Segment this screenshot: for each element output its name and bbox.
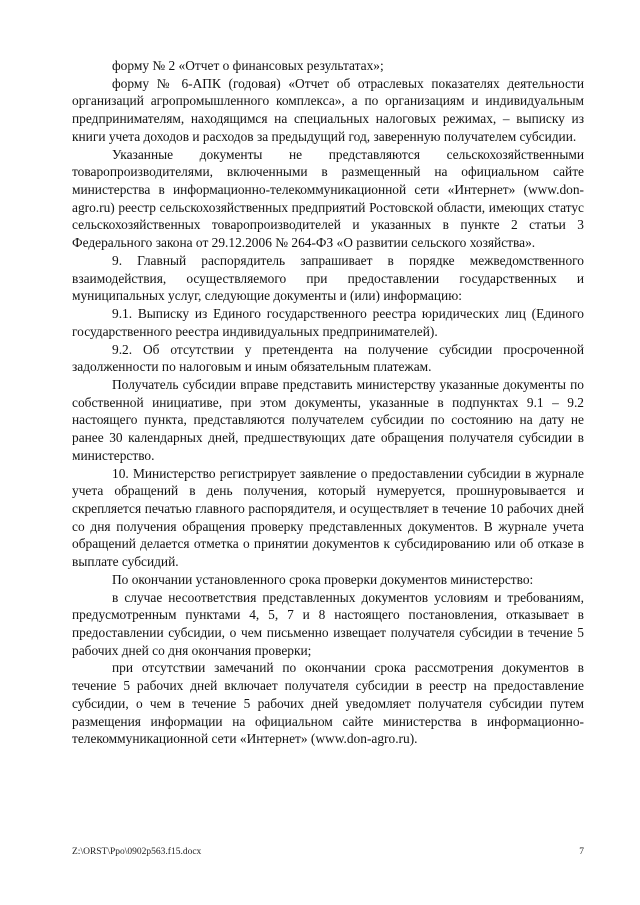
paragraph-own-initiative: Получатель субсидии вправе представить министерству указанные документы по собственной инициативе, при этом документы, указанные в подпунктах 9.1 – 9.2 настоящего пункта, представляются получателем субсидии по состоянию на дату не ранее 30 календарных дней, предшествующих дате обращения получателя субсидии в министерство. <box>72 376 584 463</box>
paragraph-form-2: форму № 2 «Отчет о финансовых результатах»; <box>112 58 384 73</box>
paragraph-inclusion-case: при отсутствии замечаний по окончании срока рассмотрения документов в течение 5 рабочих дней включает получателя субсидии в реестр на предоставление субсидии, о чем в течение 5 рабочих дней уведомляет получателя субсидии путем размещения информации на официальном сайте министерства в информационно-телекоммуникационной сети «Интернет» (www.don-agro.ru). <box>72 660 584 747</box>
paragraph-after-check: По окончании установленного срока проверки документов министерство: <box>112 571 534 587</box>
document-body <box>72 57 584 748</box>
footer-file-path: Z:\ORST\Ppo\0902p563.f15.docx <box>72 847 202 857</box>
paragraph-documents-not-required: Указанные документы не представляются сельскохозяйственными товаропроизводителями, включенными в размещенный на официальном сайте министерства в информационно-телекоммуникационной сети «Интернет» (www.don-agro.ru) реестр сельскохозяйственных предприятий Ростовской области, имеющих статус сельскохозяйственных товаропроизводителей и указанных в пункте 2 статьи 3 Федерального закона от 29.12.2006 № 264-ФЗ «О развитии сельского хозяйства». <box>72 146 584 251</box>
paragraph-item-9: 9. Главный распорядитель запрашивает в порядке межведомственного взаимодействия, осуществляемого при предоставлении государственных и муниципальных услуг, следующие документы и (или) информацию: <box>72 252 584 304</box>
paragraph-item-9-1: 9.1. Выписку из Единого государственного реестра юридических лиц (Единого государственного реестра индивидуальных предпринимателей). <box>72 306 584 339</box>
paragraph-item-10: 10. Министерство регистрирует заявление о предоставлении субсидии в журнале учета обращений в день получения, который нумеруется, прошнуровывается и скрепляется печатью главного распорядителя, и осуществляет в течение 10 рабочих дней со дня получения обращения проверку представленных документов. В журнале учета обращений делается отметка о принятии документов к субсидированию или об отказе в выплате субсидий. <box>72 465 584 570</box>
page-number: 7 <box>579 847 584 857</box>
paragraph-item-9-2: 9.2. Об отсутствии у претендента на получение субсидии просроченной задолженности по налоговым и иным обязательным платежам. <box>72 341 584 375</box>
paragraph-form-6-apk: форму № 6-АПК (годовая) «Отчет об отраслевых показателях деятельности организаций агропромышленного комплекса», а по организациям и индивидуальным предпринимателям, находящимся на специальных налоговых режимах, – выписку из книги учета доходов и расходов за предыдущий год, заверенную получателем субсидии. <box>72 75 584 144</box>
paragraph-refusal-case: в случае несоответствия представленных документов условиям и требованиям, предусмотренным пунктами 4, 5, 7 и 8 настоящего постановления, отказывает в предоставлении субсидии, о чем письменно извещает получателя субсидии в течение 5 рабочих дней со дня окончания проверки; <box>72 589 584 658</box>
